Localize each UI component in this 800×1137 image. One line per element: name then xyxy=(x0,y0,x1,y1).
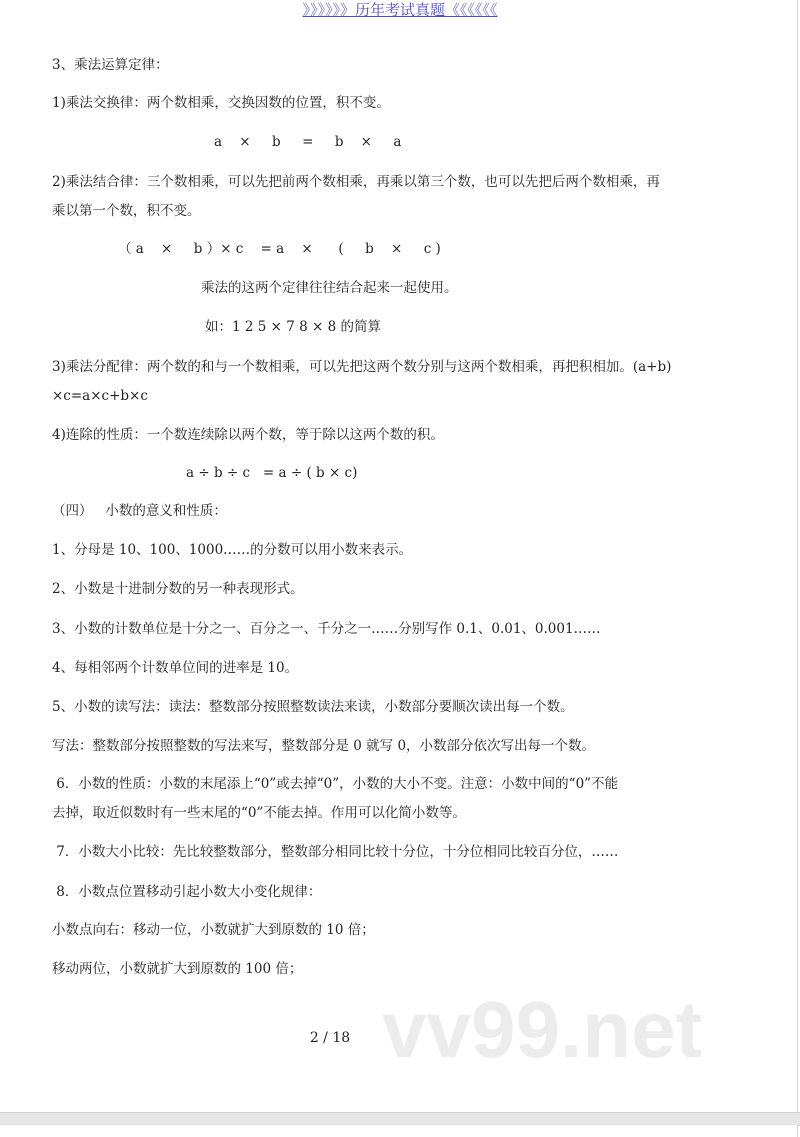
next-page xyxy=(0,1125,798,1137)
page-gap xyxy=(0,1112,800,1126)
text-line: 3、乘法运算定律： xyxy=(52,57,169,73)
text-line: 2)乘法结合律：三个数相乘，可以先把前两个数相乘，再乘以第三个数，也可以先把后两个数相乘，再 xyxy=(52,174,660,190)
formula-line: （ a × b ）× c = a × ( b × c ) xyxy=(118,241,441,257)
text-line: 1、分母是 10、100、1000……的分数可以用小数来表示。 xyxy=(52,542,413,558)
page-number: 2 / 18 xyxy=(309,1030,351,1046)
watermark: vv99.net xyxy=(382,985,703,1074)
text-line: 乘法的这两个定律往往结合起来一起使用。 xyxy=(201,280,458,296)
header-link[interactable]: 》》》》》》历年考试真题《《《《《《 xyxy=(302,1,498,19)
text-line: 4、每相邻两个计数单位间的进率是 10。 xyxy=(52,660,299,676)
text-line: 2、小数是十进制分数的另一种表现形式。 xyxy=(52,581,304,597)
text-line: 1)乘法交换律：两个数相乘，交换因数的位置，积不变。 xyxy=(52,95,390,111)
text-line: 乘以第一个数，积不变。 xyxy=(52,203,201,219)
text-line: 8．小数点位置移动引起小数大小变化规律： xyxy=(52,884,322,900)
text-line: 7．小数大小比较：先比较整数部分，整数部分相同比较十分位，十分位相同比较百分位，…… xyxy=(52,844,619,860)
text-line: 3、小数的计数单位是十分之一、百分之一、千分之一……分别写作 0.1、0.01、0.001…… xyxy=(52,621,601,637)
text-line: 4)连除的性质：一个数连续除以两个数，等于除以这两个数的积。 xyxy=(52,427,444,443)
text-line: 如：1 2 5 × 7 8 × 8 的简算 xyxy=(205,319,381,335)
text-line: 3)乘法分配律：两个数的和与一个数相乘，可以先把这两个数分别与这两个数相乘，再把积相加。(a+b) xyxy=(52,359,672,375)
text-line: 6．小数的性质：小数的末尾添上“0”或去掉“0”，小数的大小不变。注意：小数中间的“0”不能 xyxy=(52,776,619,792)
section-heading: （四） 小数的意义和性质： xyxy=(52,503,227,519)
formula-line: a × b = b × a xyxy=(214,134,402,150)
text-line: 小数点向右：移动一位，小数就扩大到原数的 10 倍； xyxy=(52,922,375,938)
text-line: 移动两位，小数就扩大到原数的 100 倍； xyxy=(52,961,303,977)
text-line: ×c=a×c+b×c xyxy=(52,388,148,404)
text-line: 写法：整数部分按照整数的写法来写，整数部分是 0 就写 0，小数部分依次写出每一个数。 xyxy=(52,738,596,754)
text-line: 5、小数的读写法：读法：整数部分按照整数读法来读，小数部分要顺次读出每一个数。 xyxy=(52,699,574,715)
text-line: 去掉，取近似数时有一些末尾的“0”不能去掉。作用可以化简小数等。 xyxy=(52,805,466,821)
formula-line: a ÷ b ÷ c = a ÷ ( b × c) xyxy=(186,465,358,481)
